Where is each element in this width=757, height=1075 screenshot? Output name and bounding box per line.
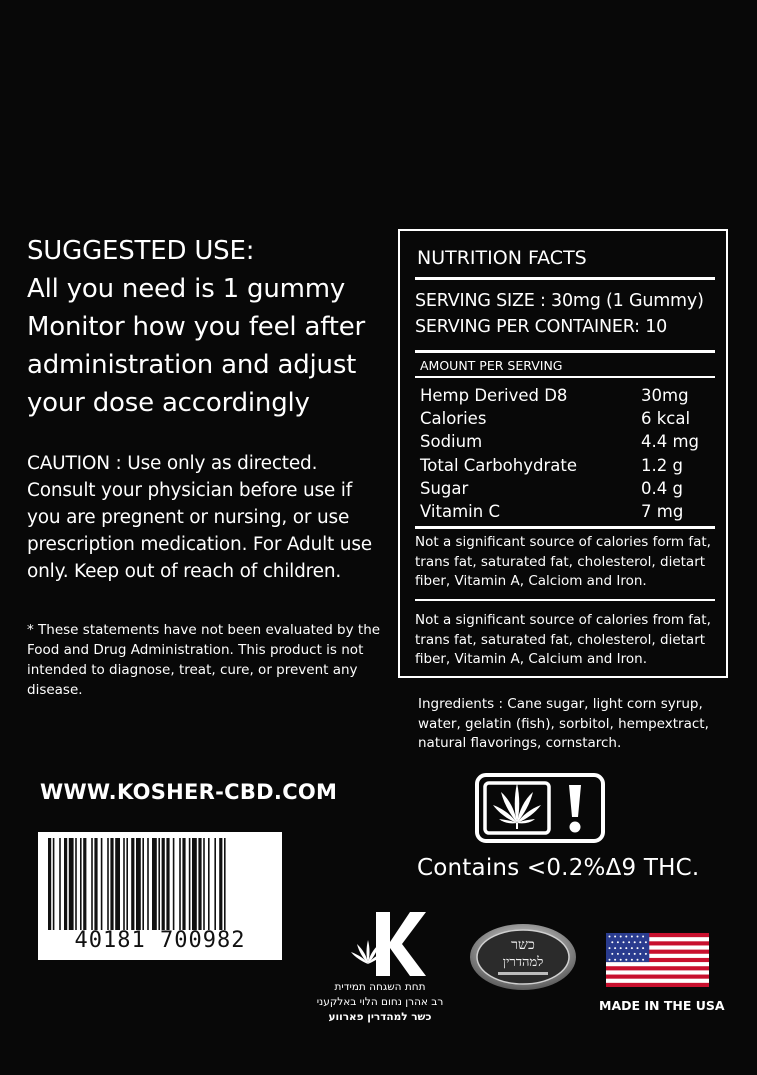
flag-star: [645, 953, 647, 955]
barcode-bar: [115, 838, 120, 930]
flag-star: [609, 936, 611, 938]
flag-star: [609, 959, 611, 961]
flag-star: [631, 947, 633, 949]
flag-star: [620, 947, 622, 949]
flag-star: [625, 947, 627, 949]
suggested-use-line: your dose accordingly: [27, 388, 310, 418]
kosher-certification-text: [300, 980, 460, 1025]
nutrition-facts-panel: [398, 229, 728, 678]
barcode-bar: [166, 838, 169, 930]
barcode-bar: [142, 838, 144, 930]
nutrient-value: 4.4 mg: [641, 432, 700, 451]
flag-star: [611, 941, 613, 943]
flag-star: [639, 953, 641, 955]
disclaimer-line: Food and Drug Administration. This product is not: [27, 642, 364, 658]
barcode-bar: [101, 838, 103, 930]
barcode-bar: [48, 838, 51, 930]
note-line: trans fat, saturated fat, cholesterol, dietart: [415, 631, 706, 648]
nutrition-facts-title: NUTRITION FACTS: [417, 247, 587, 269]
disclaimer-line: intended to diagnose, treat, cure, or prevent any: [27, 662, 358, 678]
barcode-bar: [198, 838, 201, 930]
barcode-bar: [182, 838, 185, 930]
us-flag-icon: [606, 933, 709, 987]
barcode-bar: [136, 838, 141, 930]
flag-stripe: [606, 983, 709, 987]
divider: [415, 526, 715, 529]
serving-size: SERVING SIZE : 30mg (1 Gummy): [415, 291, 704, 311]
nutrient-name: Total Carbohydrate: [420, 456, 577, 475]
flag-star: [623, 941, 625, 943]
barcode-bar: [110, 838, 113, 930]
barcode-bar: [83, 838, 86, 930]
flag-star: [620, 936, 622, 938]
flag-star: [637, 947, 639, 949]
barcode-bar: [91, 838, 93, 930]
caution-line: CAUTION : Use only as directed.: [27, 453, 318, 474]
barcode-bar: [203, 838, 205, 930]
nutrient-row: [420, 456, 710, 479]
nutrient-value: 6 kcal: [641, 409, 691, 428]
made-in-usa: MADE IN THE USA: [599, 998, 725, 1013]
barcode-bar: [64, 838, 67, 930]
barcode-bar: [219, 838, 222, 930]
nutrient-name: Hemp Derived D8: [420, 386, 568, 405]
nutrient-row: [420, 409, 710, 432]
kosher-k-logo: [348, 908, 430, 980]
disclaimer-line: disease.: [27, 682, 83, 698]
barcode-bar: [53, 838, 55, 930]
ingredients-line: Ingredients : Cane sugar, light corn syrup,: [418, 696, 703, 712]
thc-warning-symbol: [475, 773, 605, 843]
nutrient-name: Vitamin C: [420, 502, 500, 521]
suggested-use-heading: SUGGESTED USE:: [27, 236, 255, 266]
flag-stripe: [606, 966, 709, 970]
flag-star: [637, 959, 639, 961]
flag-star: [634, 941, 636, 943]
barcode-bar: [162, 838, 165, 930]
suggested-use-line: All you need is 1 gummy: [27, 274, 346, 304]
flag-star: [628, 953, 630, 955]
flag-star: [637, 936, 639, 938]
flag-star: [631, 959, 633, 961]
divider: [415, 376, 715, 378]
flag-star: [614, 936, 616, 938]
flag-star: [625, 936, 627, 938]
nutrient-row: [420, 432, 710, 455]
barcode-bar: [173, 838, 175, 930]
nutrient-value: 30mg: [641, 386, 689, 405]
flag-star: [639, 941, 641, 943]
thc-content-statement: Contains <0.2%Δ9 THC.: [417, 855, 700, 881]
note-line: trans fat, saturated fat, cholesterol, dietart: [415, 553, 706, 570]
flag-star: [614, 959, 616, 961]
barcode-bar: [189, 838, 191, 930]
nutrition-note: [415, 611, 711, 670]
flag-star: [623, 953, 625, 955]
seal-divider: [498, 972, 548, 975]
nutrition-note: [415, 533, 711, 592]
kosher-seal: [468, 922, 578, 992]
flag-star: [628, 941, 630, 943]
cannabis-leaf-icon: [485, 783, 549, 833]
barcode-bar: [123, 838, 125, 930]
caution-block: [27, 450, 397, 585]
barcode-bar: [208, 838, 210, 930]
note-line: Not a significant source of calories from fat,: [415, 612, 711, 628]
note-line: Not a significant source of calories form fat,: [415, 534, 711, 550]
barcode-bar: [126, 838, 128, 930]
barcode-bar: [131, 838, 134, 930]
flag-star: [642, 936, 644, 938]
nutrient-value: 0.4 g: [641, 479, 683, 498]
caution-line: prescription medication. For Adult use: [27, 534, 372, 555]
hebrew-line: כשר למהדרין פארווע: [328, 1011, 432, 1023]
flag-star: [645, 941, 647, 943]
suggested-use-line: Monitor how you feel after: [27, 312, 365, 342]
flag-star: [609, 947, 611, 949]
ingredients-line: water, gelatin (fish), sorbitol, hempextract,: [418, 715, 709, 732]
nutrient-name: Sodium: [420, 432, 483, 451]
note-line: fiber, Vitamin A, Calciom and Iron.: [415, 573, 647, 589]
barcode-bar: [69, 838, 74, 930]
flag-star: [617, 953, 619, 955]
barcode-bar: [179, 838, 181, 930]
suggested-use-line: administration and adjust: [27, 350, 357, 380]
flag-star: [617, 941, 619, 943]
divider: [415, 599, 715, 601]
nutrient-row: [420, 386, 710, 409]
amount-per-serving: AMOUNT PER SERVING: [420, 358, 563, 373]
flag-star: [634, 953, 636, 955]
nutrient-value: 7 mg: [641, 502, 684, 521]
nutrient-row: [420, 502, 710, 525]
ingredients-line: natural flavorings, cornstarch.: [418, 735, 622, 751]
seal-text: למהדרין: [502, 955, 544, 970]
nutrient-value: 1.2 g: [641, 456, 683, 475]
fda-disclaimer: [27, 620, 387, 700]
barcode-bar: [224, 838, 226, 930]
exclamation-icon: [569, 785, 581, 833]
note-line: fiber, Vitamin A, Calcium and Iron.: [415, 651, 647, 667]
caution-line: only. Keep out of reach of children.: [27, 561, 342, 582]
barcode-number: 40181 700982: [74, 928, 246, 953]
barcode-bar: [80, 838, 82, 930]
flag-star: [611, 953, 613, 955]
caution-line: you are pregnent or nursing, or use: [27, 507, 350, 528]
flag-star: [625, 959, 627, 961]
suggested-use-block: [27, 232, 397, 422]
hebrew-line: תחת השגחה תמידית: [334, 981, 426, 993]
divider: [415, 277, 715, 280]
nutrient-name: Sugar: [420, 479, 469, 498]
barcode-bar: [94, 838, 97, 930]
flag-star: [642, 959, 644, 961]
nutrient-name: Calories: [420, 409, 487, 428]
website-url: WWW.KOSHER-CBD.COM: [40, 780, 338, 804]
flag-star: [614, 947, 616, 949]
barcode-bar: [75, 838, 77, 930]
barcode-bars: [44, 838, 276, 930]
caution-line: Consult your physician before use if: [27, 480, 353, 501]
barcode-bar: [214, 838, 216, 930]
barcode-bar: [107, 838, 109, 930]
flag-star: [631, 936, 633, 938]
barcode-bar: [192, 838, 197, 930]
barcode-bar: [152, 838, 157, 930]
divider: [415, 350, 715, 353]
barcode-bar: [158, 838, 160, 930]
ingredients: [418, 695, 709, 754]
nutrient-row: [420, 479, 710, 502]
hebrew-line: רב אהרן נחום הלוי באלקעני: [316, 996, 444, 1008]
serving-per-container: SERVING PER CONTAINER: 10: [415, 317, 668, 337]
seal-text: כשר: [511, 937, 535, 953]
barcode-bar: [147, 838, 149, 930]
flag-star: [642, 947, 644, 949]
barcode: [38, 832, 282, 960]
barcode-bar: [59, 838, 61, 930]
disclaimer-line: * These statements have not been evaluated by the: [27, 622, 381, 638]
flag-star: [620, 959, 622, 961]
flag-stripe: [606, 975, 709, 979]
